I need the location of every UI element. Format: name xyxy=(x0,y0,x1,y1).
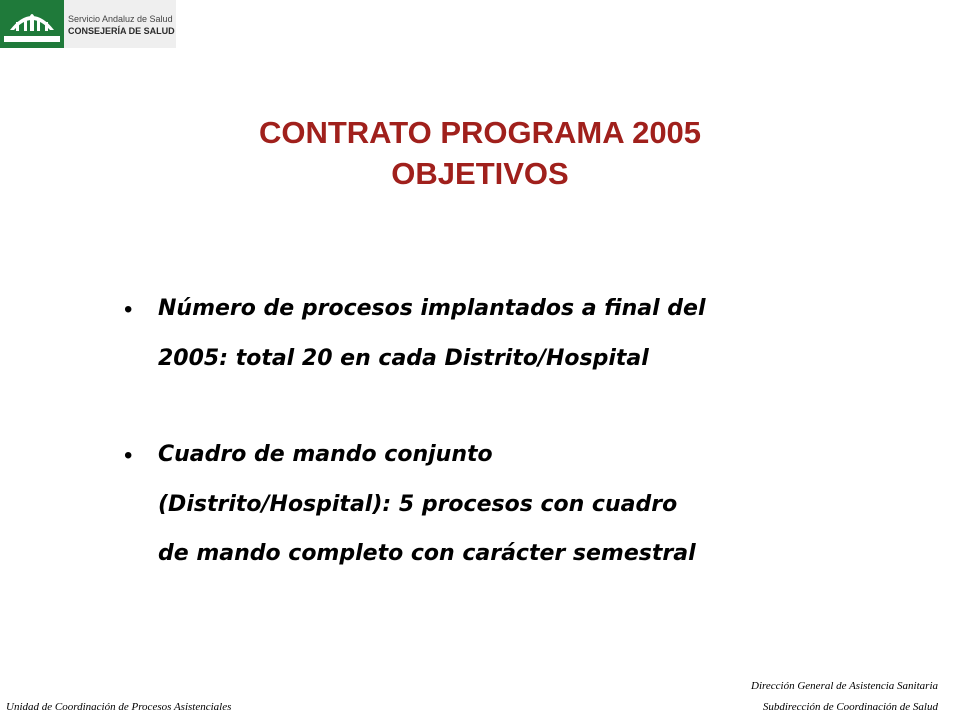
junta-de-andalucia-logo xyxy=(0,0,176,48)
footer-subdirectorate: Subdirección de Coordinación de Salud xyxy=(762,701,938,713)
slide-title-line-2: OBJETIVOS xyxy=(391,156,569,191)
logo-service-name: Servicio Andaluz de Salud xyxy=(68,14,173,24)
logo-ministry-name: CONSEJERÍA DE SALUD xyxy=(68,26,175,36)
bullet-2-marker: • xyxy=(124,442,133,469)
andalucia-emblem-icon xyxy=(0,0,64,48)
bullet-2-line-3: de mando completo con carácter semestral xyxy=(158,541,696,566)
slide-title-line-1: CONTRATO PROGRAMA 2005 xyxy=(258,115,702,150)
footer-directorate: Dirección General de Asistencia Sanitaria xyxy=(751,680,938,692)
bullet-1-line-1: Número de procesos implantados a final del xyxy=(158,296,706,321)
bullet-1-line-2: 2005: total 20 en cada Distrito/Hospital xyxy=(158,346,649,371)
bullet-1-marker: • xyxy=(124,296,133,323)
bullet-2-line-1: Cuadro de mando conjunto xyxy=(158,442,493,467)
footer-unit-name: Unidad de Coordinación de Procesos Asistenciales xyxy=(6,701,232,713)
bullet-2-line-2: (Distrito/Hospital): 5 procesos con cuadro xyxy=(158,492,678,517)
